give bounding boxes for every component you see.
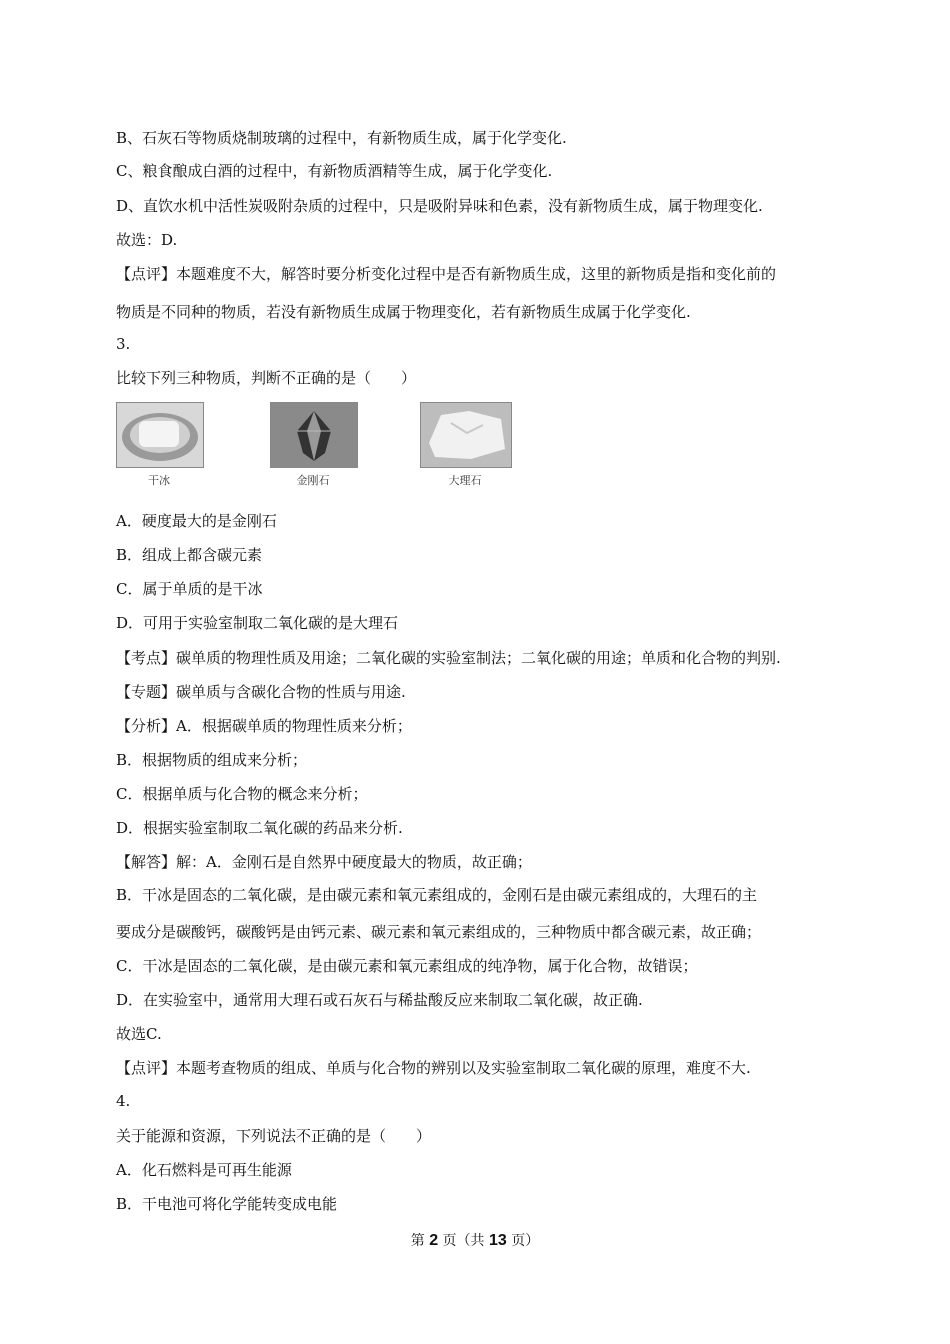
option-a: A．硬度最大的是金刚石: [116, 512, 277, 530]
page-total: 13: [489, 1232, 507, 1249]
text-line: 【专题】碳单质与含碳化合物的性质与用途.: [116, 683, 406, 701]
text-line: B．干冰是固态的二氧化碳，是由碳元素和氧元素组成的，金刚石是由碳元素组成的，大理石的主: [116, 886, 758, 904]
text-line: 【考点】碳单质的物理性质及用途；二氧化碳的实验室制法；二氧化碳的用途；单质和化合物的判别.: [116, 649, 781, 667]
text-line: D、直饮水机中活性炭吸附杂质的过程中，只是吸附异味和色素，没有新物质生成，属于物理变化.: [116, 197, 763, 215]
question-number: 4.: [116, 1092, 131, 1110]
text-line: 物质是不同种的物质，若没有新物质生成属于物理变化，若有新物质生成属于化学变化.: [116, 303, 691, 321]
text-line: 【点评】本题难度不大，解答时要分析变化过程中是否有新物质生成，这里的新物质是指和变化前的: [116, 265, 777, 283]
option-b: B．干电池可将化学能转变成电能: [116, 1195, 338, 1213]
footer-mid: 页（共: [442, 1233, 485, 1249]
diamond-image: [270, 402, 358, 468]
substances-figure: [116, 398, 516, 490]
text-line: 【解答】解：A．金刚石是自然界中硬度最大的物质，故正确；: [116, 853, 532, 871]
question-number: 3.: [116, 335, 131, 353]
marble-image: [420, 402, 512, 468]
text-line: 故选：D.: [116, 231, 178, 249]
page-number: 2: [429, 1232, 439, 1249]
text-line: C．干冰是固态的二氧化碳，是由碳元素和氧元素组成的纯净物，属于化合物，故错误；: [116, 957, 698, 975]
option-a: A．化石燃料是可再生能源: [116, 1161, 292, 1179]
text-line: 要成分是碳酸钙，碳酸钙是由钙元素、碳元素和氧元素组成的，三种物质中都含碳元素，故正确；: [116, 923, 762, 941]
question-stem: 关于能源和资源，下列说法不正确的是（ ）: [116, 1127, 432, 1145]
option-b: B．组成上都含碳元素: [116, 546, 263, 564]
caption-marble: 大理石: [448, 474, 482, 487]
option-c: C．属于单质的是干冰: [116, 580, 263, 598]
text-line: C．根据单质与化合物的概念来分析；: [116, 785, 368, 803]
text-line: B、石灰石等物质烧制玻璃的过程中，有新物质生成，属于化学变化.: [116, 129, 567, 147]
text-line: D．在实验室中，通常用大理石或石灰石与稀盐酸反应来制取二氧化碳，故正确.: [116, 991, 643, 1009]
footer-prefix: 第: [410, 1233, 425, 1249]
text-line: 【点评】本题考查物质的组成、单质与化合物的辨别以及实验室制取二氧化碳的原理，难度不大.: [116, 1059, 751, 1077]
caption-dry-ice: 干冰: [148, 474, 170, 487]
page-footer: [0, 1230, 950, 1250]
dry-ice-image: [116, 402, 204, 468]
text-line: C、粮食酿成白酒的过程中，有新物质酒精等生成，属于化学变化.: [116, 162, 553, 180]
text-line: 【分析】A．根据碳单质的物理性质来分析；: [116, 717, 412, 735]
text-line: 故选C.: [116, 1025, 162, 1043]
caption-diamond: 金刚石: [296, 474, 330, 487]
question-stem: 比较下列三种物质，判断不正确的是（ ）: [116, 369, 417, 387]
footer-suffix: 页）: [511, 1233, 540, 1249]
option-d: D．可用于实验室制取二氧化碳的是大理石: [116, 614, 399, 632]
text-line: D．根据实验室制取二氧化碳的药品来分析.: [116, 819, 403, 837]
text-line: B．根据物质的组成来分析；: [116, 751, 308, 769]
